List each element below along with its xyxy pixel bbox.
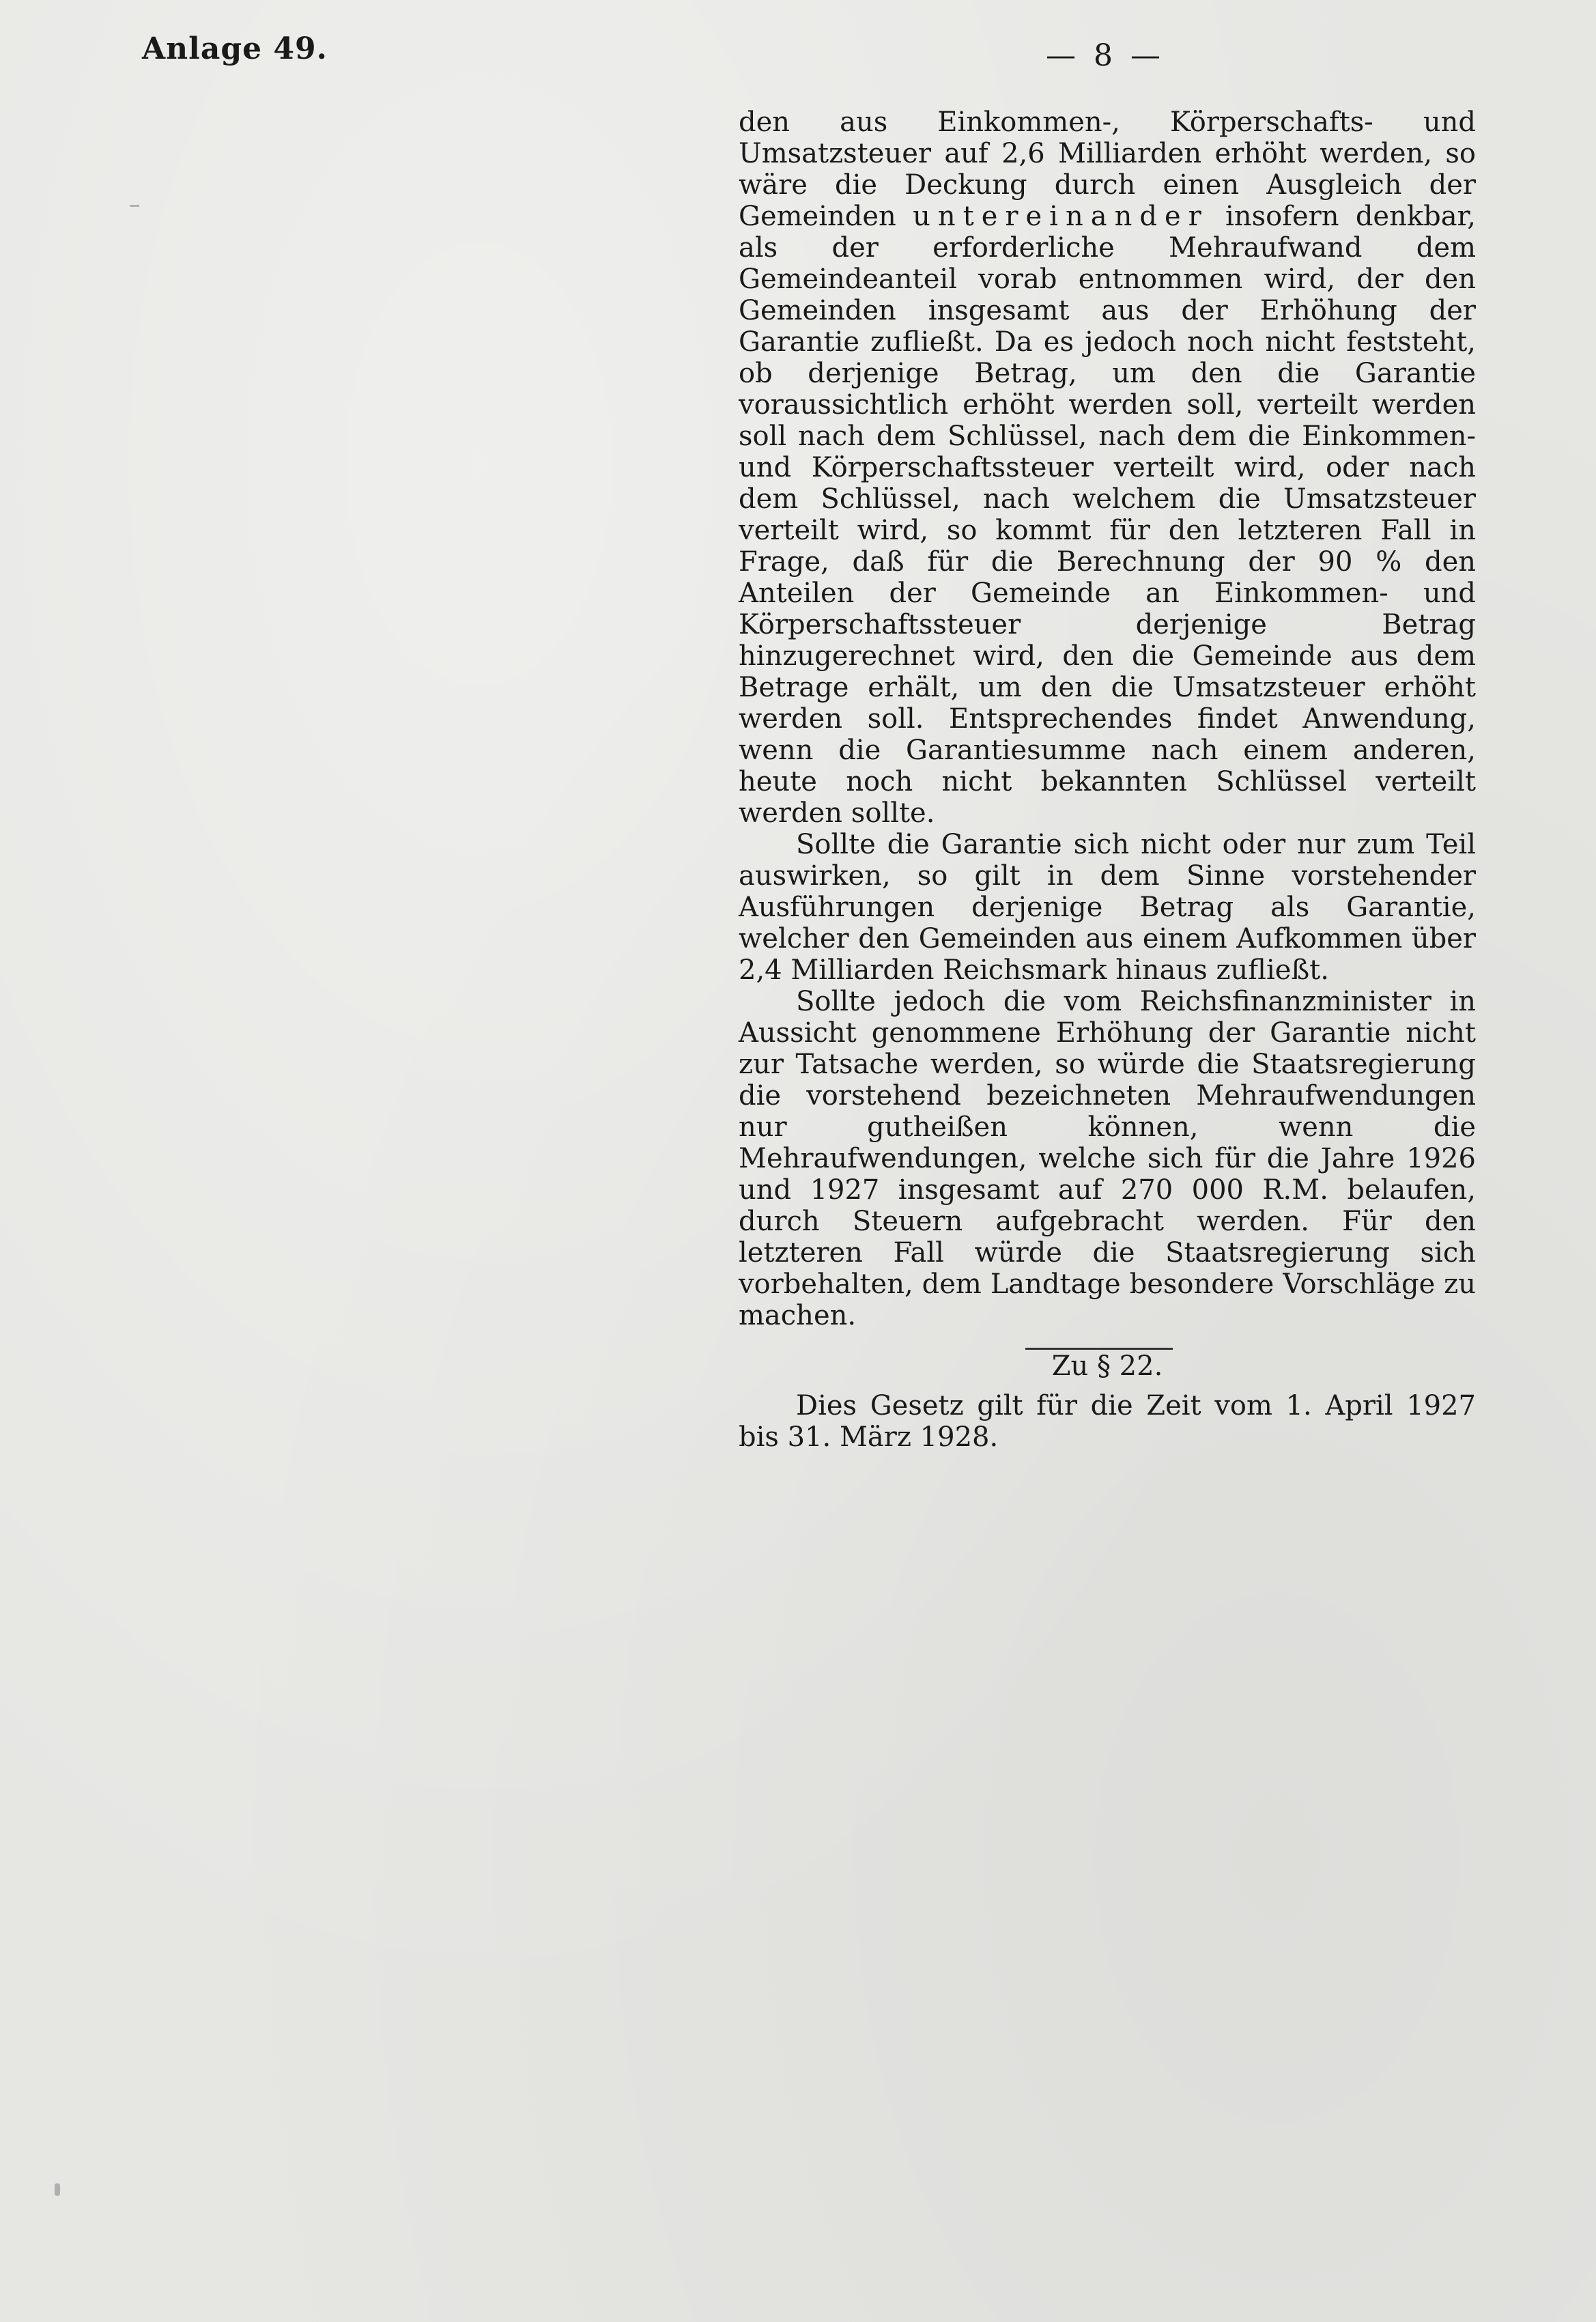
- text-column: [739, 107, 1476, 1453]
- paragraph-1: [739, 107, 1476, 829]
- paragraph-2: Sollte die Garantie sich nicht oder nur zum Teil auswirken, so gilt in dem Sinne vorstehender Ausführungen derjenige Betrag als Garantie, welcher den Gemeinden aus einem Aufkommen über 2,4 Milliarden Reichsmark hinaus zufließt.: [739, 829, 1476, 986]
- print-speck: [55, 2183, 60, 2196]
- section-paragraph: Dies Gesetz gilt für die Zeit vom 1. April 1927 bis 31. März 1928.: [739, 1390, 1476, 1453]
- closing-rule: [1025, 1348, 1173, 1350]
- paragraph-3: Sollte jedoch die vom Reichsfinanzminister in Aussicht genommene Erhöhung der Garantie nicht zur Tatsache werden, so würde die Staatsregierung die vorstehend bezeichneten Mehraufwendungen nur gutheißen können, wenn die Mehraufwendungen, welche sich für die Jahre 1926 und 1927 insgesamt auf 270 000 R.M. belaufen, durch Steuern aufgebracht werden. Für den letzteren Fall würde die Staatsregierung sich vorbehalten, dem Landtage besondere Vorschläge zu machen.: [739, 986, 1476, 1331]
- print-speck: [130, 205, 139, 207]
- section-heading: Zu § 22.: [1051, 1350, 1163, 1382]
- page-number: — 8 —: [1046, 38, 1165, 73]
- paragraph-1-start: den aus Einkommen-, Körperschafts- und Umsatzsteuer auf 2,6 Milliarden erhöht werden, so wäre die Deckung durch einen Ausgleich der Gemeinden: [739, 107, 1476, 232]
- paragraph-1-end: insofern denkbar, als der erforderliche Mehraufwand dem Gemeindeanteil vorab entnommen wird, der den Gemeinden insgesamt aus der Erhöhung der Garantie zufließt. Da es jedoch noch nicht feststeht, ob derjenige Betrag, um den die Garantie voraussichtlich erhöht werden soll, verteilt werden soll nach dem Schlüssel, nach dem die Einkommen- und Körperschaftssteuer verteilt wird, oder nach dem Schlüssel, nach welchem die Umsatzsteuer verteilt wird, so kommt für den letzteren Fall in Frage, daß für die Berechnung der 90 % den Anteilen der Gemeinde an Einkommen- und Körperschaftssteuer derjenige Betrag hinzugerechnet wird, den die Gemeinde aus dem Betrage erhält, um den die Umsatzsteuer erhöht werden soll. Entsprechendes findet Anwendung, wenn die Garantiesumme nach einem anderen, heute noch nicht bekannten Schlüssel verteilt werden sollte.: [739, 201, 1476, 829]
- emphasis-untereinander: untereinander: [913, 201, 1209, 232]
- annex-label: Anlage 49.: [142, 31, 328, 66]
